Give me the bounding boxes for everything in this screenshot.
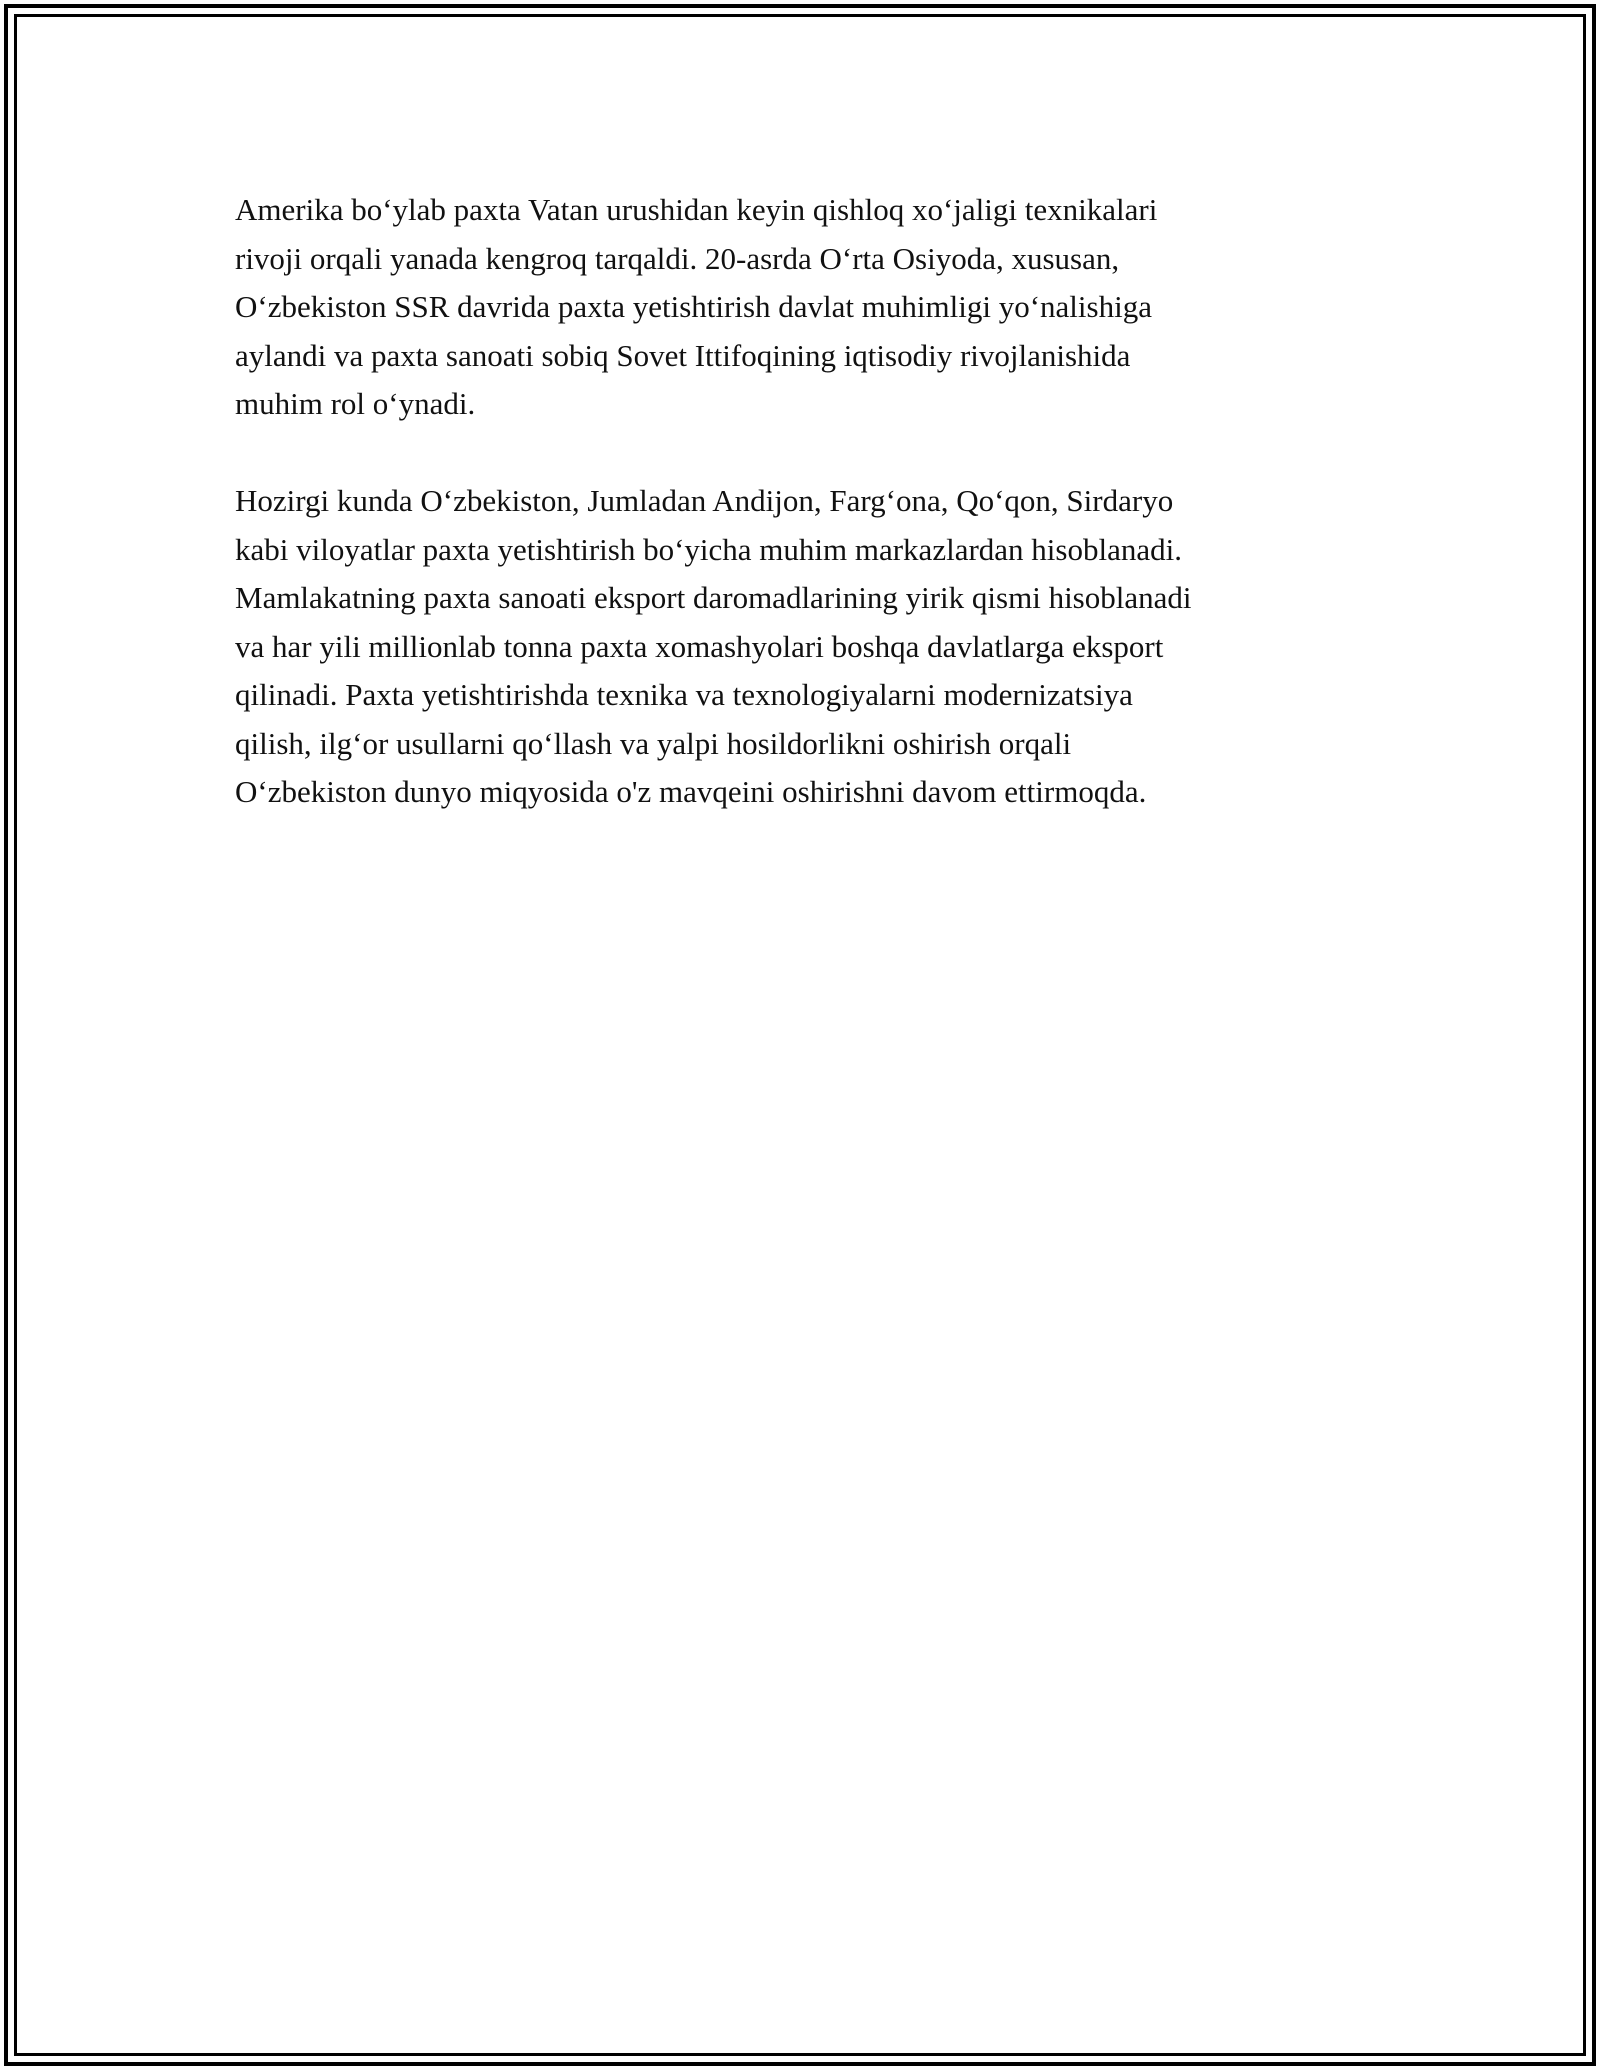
paragraph: Amerika bo‘ylab paxta Vatan urushidan keyin qishloq xo‘jaligi texnikalari rivoji orqali yanada kengroq tarqaldi. 20-asrda O‘rta Osiyoda, xususan, O‘zbekiston SSR davrida paxta yetishtirish davlat muhimligi yo‘nalishiga aylandi va paxta sanoati sobiq Sovet Ittifoqining iqtisodiy rivojlanishida muhim rol o‘ynadi.: [235, 192, 1158, 421]
paragraph: Hozirgi kunda O‘zbekiston, Jumladan Andijon, Farg‘ona, Qo‘qon, Sirdaryo kabi viloyatlar paxta yetishtirish bo‘yicha muhim markazlardan hisoblanadi. Mamlakatning paxta sanoati eksport daromadlarining yirik qismi hisoblanadi va har yili millionlab tonna paxta xomashyolari boshqa davlatlarga eksport qilinadi. Paxta yetishtirishda texnika va texnologiyalarni modernizatsiya qilish, ilg‘or usullarni qo‘llash va yalpi hosildorlikni oshirish orqali O‘zbekiston dunyo miqyosida o'z mavqeini oshirishni davom ettirmoqda.: [235, 483, 1192, 809]
document-body: [235, 186, 1375, 865]
